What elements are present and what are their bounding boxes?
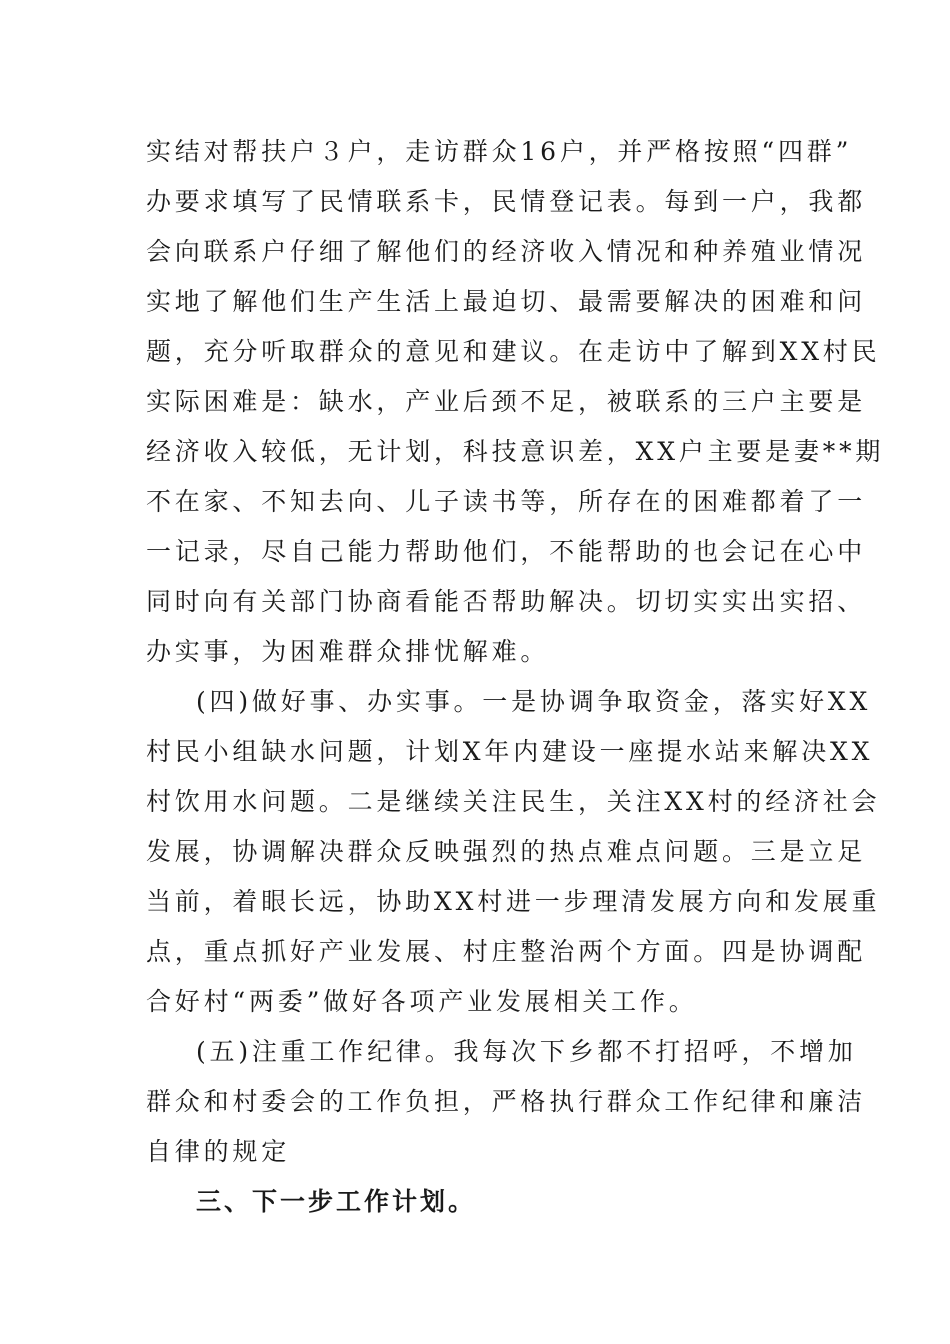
- section-heading: 三、下一步工作计划。: [196, 1187, 477, 1216]
- paragraph-3-line-1: (五)注重工作纪律。我每次下乡都不打招呼，不增加: [196, 1037, 857, 1066]
- paragraph-1-line-10: 同时向有关部门协商看能否帮助解决。切切实实出实招、: [146, 587, 867, 616]
- paragraph-3-line-3: 自律的规定: [146, 1137, 291, 1166]
- paragraph-2-line-5: 当前，着眼长远，协助XX村进一步理清发展方向和发展重: [146, 887, 881, 916]
- paragraph-1-line-9: 一记录，尽自己能力帮助他们，不能帮助的也会记在心中: [146, 537, 867, 566]
- paragraph-2-line-4: 发展，协调解决群众反映强烈的热点难点问题。三是立足: [146, 837, 867, 866]
- paragraph-2-line-1: (四)做好事、办实事。一是协调争取资金，落实好XX: [196, 687, 872, 716]
- paragraph-1-line-4: 实地了解他们生产生活上最迫切、最需要解决的困难和问: [146, 287, 867, 316]
- paragraph-1-line-7: 经济收入较低，无计划，科技意识差，XX户主要是妻**期: [146, 437, 885, 466]
- paragraph-1-line-8: 不在家、不知去向、儿子读书等，所存在的困难都着了一: [146, 487, 867, 516]
- paragraph-1-line-3: 会向联系户仔细了解他们的经济收入情况和种养殖业情况: [146, 237, 867, 266]
- paragraph-1-line-6: 实际困难是：缺水，产业后颈不足，被联系的三户主要是: [146, 387, 867, 416]
- paragraph-1-line-5: 题，充分听取群众的意见和建议。在走访中了解到XX村民: [146, 337, 881, 366]
- paragraph-2-line-7: 合好村“两委”做好各项产业发展相关工作。: [146, 987, 698, 1016]
- paragraph-1-line-2: 办要求填写了民情联系卡，民情登记表。每到一户，我都: [146, 187, 867, 216]
- paragraph-2-line-2: 村民小组缺水问题，计划X年内建设一座提水站来解决XX: [146, 737, 874, 766]
- paragraph-2-line-3: 村饮用水问题。二是继续关注民生，关注XX村的经济社会: [146, 787, 881, 816]
- paragraph-1-line-1: 实结对帮扶户３户，走访群众16户，并严格按照“四群”: [146, 137, 853, 166]
- paragraph-2-line-6: 点，重点抓好产业发展、村庄整治两个方面。四是协调配: [146, 937, 867, 966]
- paragraph-3-line-2: 群众和村委会的工作负担，严格执行群众工作纪律和廉洁: [146, 1087, 867, 1116]
- paragraph-1-line-11: 办实事，为困难群众排忧解难。: [146, 637, 550, 666]
